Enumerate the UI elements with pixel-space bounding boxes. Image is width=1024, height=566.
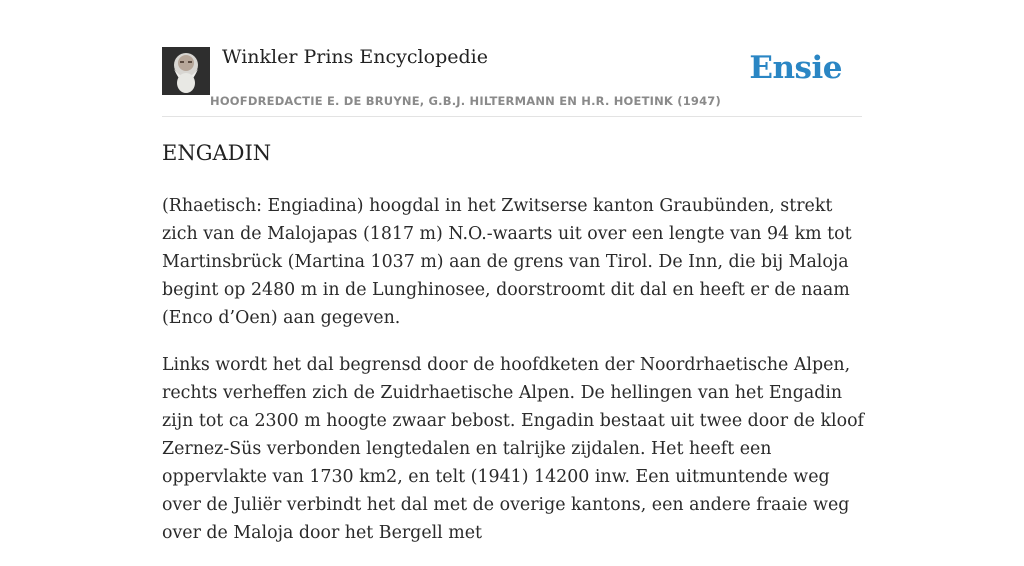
source-header — [162, 0, 862, 117]
article — [162, 0, 864, 543]
ensie-logo-link[interactable]: Ensie — [749, 50, 842, 86]
entry-body — [162, 192, 864, 566]
source-avatar[interactable] — [162, 47, 210, 95]
entry-paragraph: Links wordt het dal begrensd door de hoofdketen der Noordrhaetische Alpen, rechts verheffen zich de Zuidrhaetische Alpen. De hellingen van het Engadin zijn tot ca 2300 m hoogte zwaar bebost. Engadin bestaat uit twee door de kloof Zernez-Süs verbonden lengtedalen en talrijke zijdalen. Het heeft een oppervlakte van 1730 km2, en telt (1941) 14200 inw. Een uitmuntende weg over de Juliër verbindt het dal met de overige kantons, een andere fraaie weg over de Maloja door het Bergell met — [162, 355, 864, 543]
portrait-icon — [162, 47, 210, 95]
entry-title: ENGADIN — [162, 141, 272, 165]
entry-paragraph: (Rhaetisch: Engiadina) hoogdal in het Zwitserse kanton Graubünden, strekt zich van de Malojapas (1817 m) N.O.-waarts uit over een lengte van 94 km tot Martinsbrück (Martina 1037 m) aan de grens van Tirol. De Inn, die bij Maloja begint op 2480 m in de Lunghinosee, doorstroomt dit dal en heeft er de naam (Enco d’Oen) aan gegeven. — [162, 196, 852, 328]
source-editors: HOOFDREDACTIE E. DE BRUYNE, G.B.J. HILTERMANN EN H.R. HOETINK (1947) — [210, 94, 721, 108]
source-title[interactable]: Winkler Prins Encyclopedie — [222, 46, 488, 68]
